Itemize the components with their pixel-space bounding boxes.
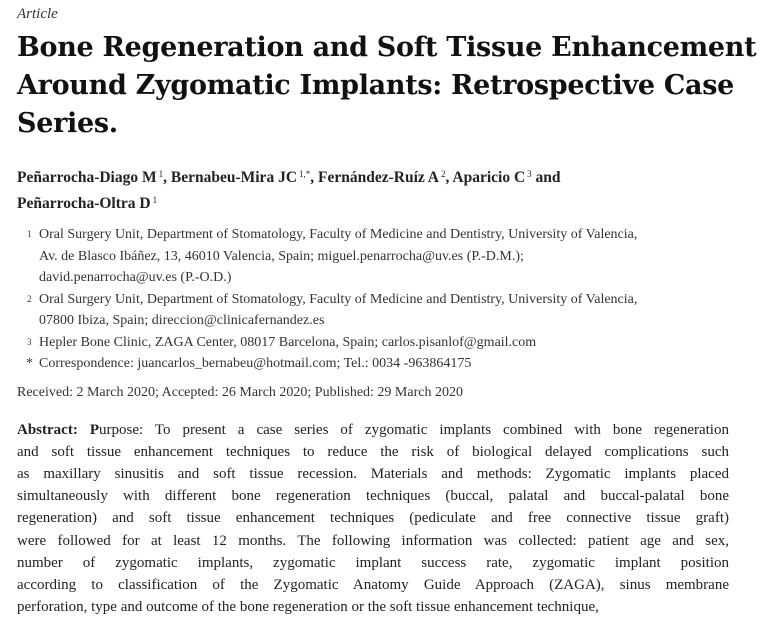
abstract-text: regeneration) and soft tissue enhancement techniques (pediculate and free connective tissue graft) [17,510,729,526]
author-separator: and [532,169,561,186]
abstract [17,419,729,618]
affiliation [17,289,757,332]
author-affiliation-mark: 2 [441,169,446,179]
affiliation-mark: 3 [17,332,39,354]
author-separator: , [163,169,167,186]
abstract-first-letter: P [90,422,99,438]
abstract-line [17,574,729,596]
author [17,195,157,212]
article-type: Article [17,6,757,23]
author [171,169,314,186]
author [17,169,167,186]
affiliation [17,332,757,354]
abstract-line [17,463,729,485]
affiliation-list [17,224,757,375]
affiliation-mark: 2 [17,289,39,332]
abstract-line [17,552,729,574]
title-line: Around Zygomatic Implants: Retrospective Case [17,67,757,105]
author-line [17,163,757,189]
publication-dates: Received: 2 March 2020; Accepted: 26 March 2020; Published: 29 March 2020 [17,385,757,401]
affiliation-text [39,224,757,289]
abstract-text: according to classification of the Zygomatic Anatomy Guide Approach (ZAGA), sinus membrane [17,577,729,593]
affiliation-line: david.penarrocha@uv.es (P.-O.D.) [39,267,757,289]
affiliation-line: Oral Surgery Unit, Department of Stomatology, Faculty of Medicine and Dentistry, University of Valencia, [39,289,757,311]
affiliation-text [39,332,757,354]
author-list [17,163,757,215]
author-name: Peñarrocha-Diago M [17,169,157,186]
abstract-line [17,419,729,441]
abstract-line [17,530,729,552]
abstract-text: and soft tissue enhancement techniques to reduce the risk of biological delayed complications such [17,444,729,460]
author-name: Peñarrocha-Oltra D [17,195,151,212]
author-affiliation-mark: 1 [159,169,164,179]
abstract-line [17,485,729,507]
abstract-text: number of zygomatic implants, zygomatic implant success rate, zygomatic implant position [17,555,729,571]
abstract-text: as maxillary sinusitis and soft tissue recession. Materials and methods: Zygomatic implants placed [17,466,729,482]
affiliation-mark: 1 [17,224,39,289]
affiliation-line: Av. de Blasco Ibáñez, 13, 46010 Valencia, Spain; miguel.penarrocha@uv.es (P.-D.M.); [39,246,757,268]
affiliation-line: Hepler Bone Clinic, ZAGA Center, 08017 Barcelona, Spain; carlos.pisanlof@gmail.com [39,332,757,354]
abstract-line [17,507,729,529]
author [452,169,560,186]
abstract-text: perforation, type and outcome of the bone regeneration or the soft tissue enhancement technique, [17,599,599,615]
affiliation [17,353,757,375]
title-line: Series. [17,105,757,143]
author-line [17,189,757,215]
article-page [17,6,757,618]
article-title [17,29,757,143]
affiliation-text [39,353,757,375]
author-affiliation-mark: 1,* [299,169,310,179]
author-separator: , [446,169,450,186]
author [318,169,449,186]
author-separator: , [310,169,314,186]
author-affiliation-mark: 1 [153,195,158,205]
affiliation-line: Oral Surgery Unit, Department of Stomatology, Faculty of Medicine and Dentistry, University of Valencia, [39,224,757,246]
affiliation-line: 07800 Ibiza, Spain; direccion@clinicafernandez.es [39,310,757,332]
affiliation-text [39,289,757,332]
author-affiliation-mark: 3 [527,169,532,179]
abstract-line [17,441,729,463]
abstract-text: urpose: To present a case series of zygomatic implants combined with bone regeneration [99,422,729,438]
abstract-line [17,596,729,618]
abstract-text: were followed for at least 12 months. The following information was collected: patient age and sex, [17,533,729,549]
title-line: Bone Regeneration and Soft Tissue Enhancement [17,29,757,67]
author-name: Bernabeu-Mira JC [171,169,297,186]
abstract-text: simultaneously with different bone regeneration techniques (buccal, palatal and buccal-palatal bone [17,488,729,504]
author-name: Fernández-Ruíz A [318,169,439,186]
abstract-label: Abstract: [17,422,90,438]
affiliation [17,224,757,289]
affiliation-mark: * [17,353,39,375]
affiliation-line: Correspondence: juancarlos_bernabeu@hotmail.com; Tel.: 0034 -963864175 [39,353,757,375]
author-name: Aparicio C [452,169,525,186]
